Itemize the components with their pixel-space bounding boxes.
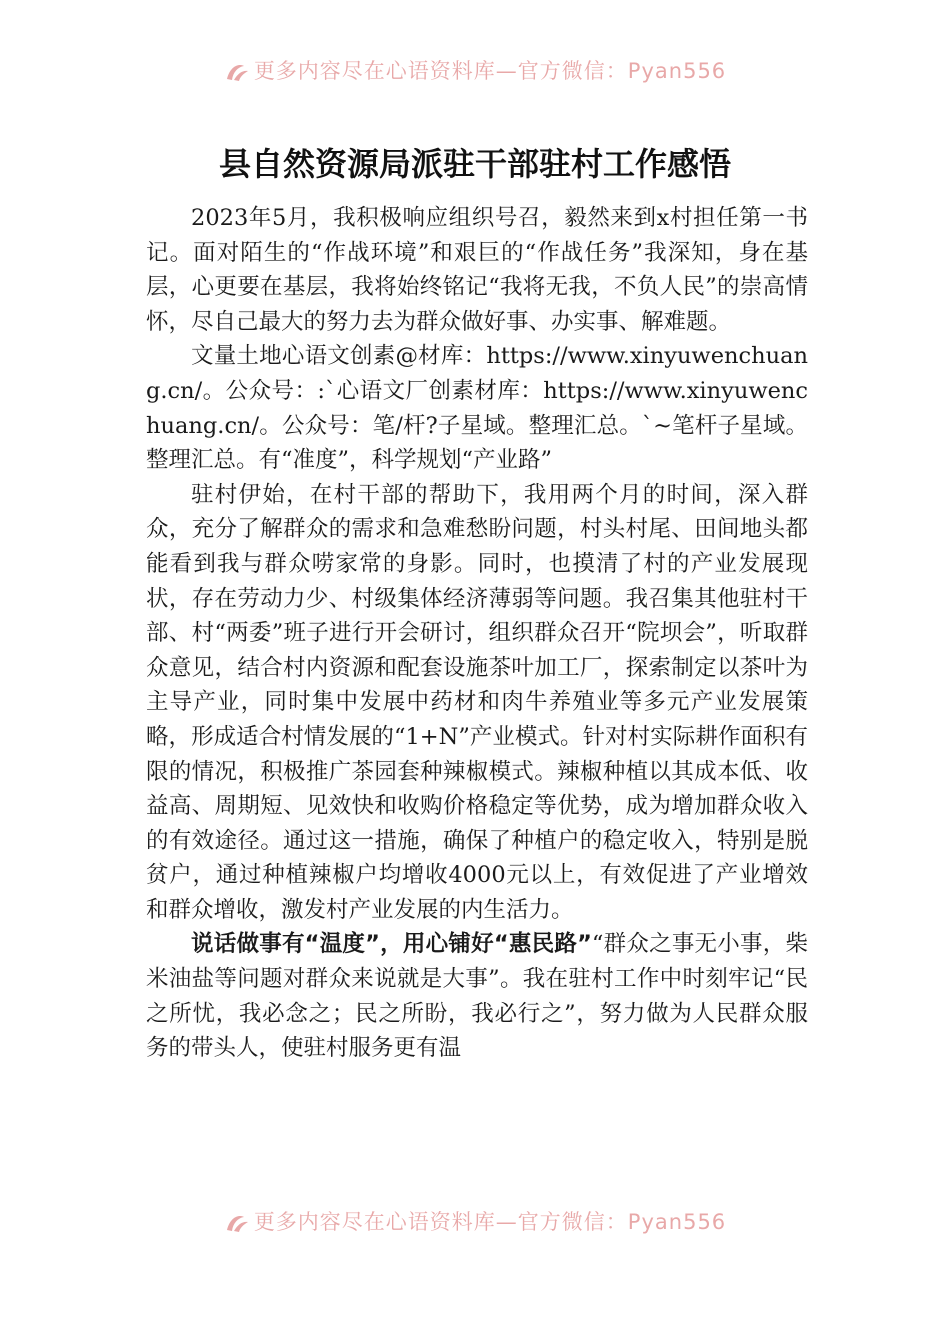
logo-mark-icon	[224, 61, 250, 83]
paragraph-text: 文量土地心语文创素@材库：https://www.xinyuwenchuang.cn/。公众号：:`心语文厂创素材库：https://www.xinyuwenchuang.cn/。公众号：笔/杆?子星域。整理汇总。`~笔杆子星域。整理汇总。有“准度”，科学规划“产业路”	[146, 343, 808, 474]
paragraph-text: “群众之事无小事，柴米油盐等问题对群众来说就是大事”。我在驻村工作中时刻牢记“民之所忧，我必念之；民之所盼，我必行之”，努力做为人民群众服务的带头人，使驻村服务更有温	[146, 931, 808, 1062]
watermark-footer	[0, 1207, 950, 1237]
watermark-header	[0, 56, 950, 86]
paragraph-industry	[146, 478, 808, 928]
paragraph-text: 2023年5月，我积极响应组织号召，毅然来到x村担任第一书记。面对陌生的“作战环境”和艰巨的“作战任务”我深知，身在基层，心更要在基层，我将始终铭记“我将无我，不负人民”的崇高情怀，尽自己最大的努力去为群众做好事、办实事、解难题。	[146, 205, 808, 335]
paragraph-text: 驻村伊始，在村干部的帮助下，我用两个月的时间，深入群众，充分了解群众的需求和急难愁盼问题，村头村尾、田间地头都能看到我与群众唠家常的身影。同时，也摸清了村的产业发展现状，存在劳动力少、村级集体经济薄弱等问题。我召集其他驻村干部、村“两委”班子进行开会研讨，组织群众召开“院坝会”，听取群众意见，结合村内资源和配套设施茶叶加工厂，探索制定以茶叶为主导产业，同时集中发展中药材和肉牛养殖业等多元产业发展策略，形成适合村情发展的“1+N”产业模式。针对村实际耕作面积有限的情况，积极推广茶园套种辣椒模式。辣椒种植以其成本低、收益高、周期短、见效快和收购价格稳定等优势，成为增加群众收入的有效途径。通过这一措施，确保了种植户的稳定收入，特别是脱贫户，通过种植辣椒户均增收4000元以上，有效促进了产业增效和群众增收，激发村产业发展的内生活力。	[146, 481, 808, 923]
document-title: 县自然资源局派驻干部驻村工作感悟	[218, 145, 731, 183]
paragraph-service	[146, 927, 808, 1065]
logo-mark-icon	[224, 1212, 250, 1234]
paragraph-intro	[146, 201, 808, 339]
section-heading: 说话做事有“温度”，用心铺好“惠民路”	[191, 931, 592, 958]
document-body	[146, 201, 808, 1066]
watermark-text: 更多内容尽在心语资料库—官方微信：Pyan556	[253, 1210, 727, 1234]
watermark-text: 更多内容尽在心语资料库—官方微信：Pyan556	[253, 59, 727, 83]
paragraph-source-note	[146, 339, 808, 477]
